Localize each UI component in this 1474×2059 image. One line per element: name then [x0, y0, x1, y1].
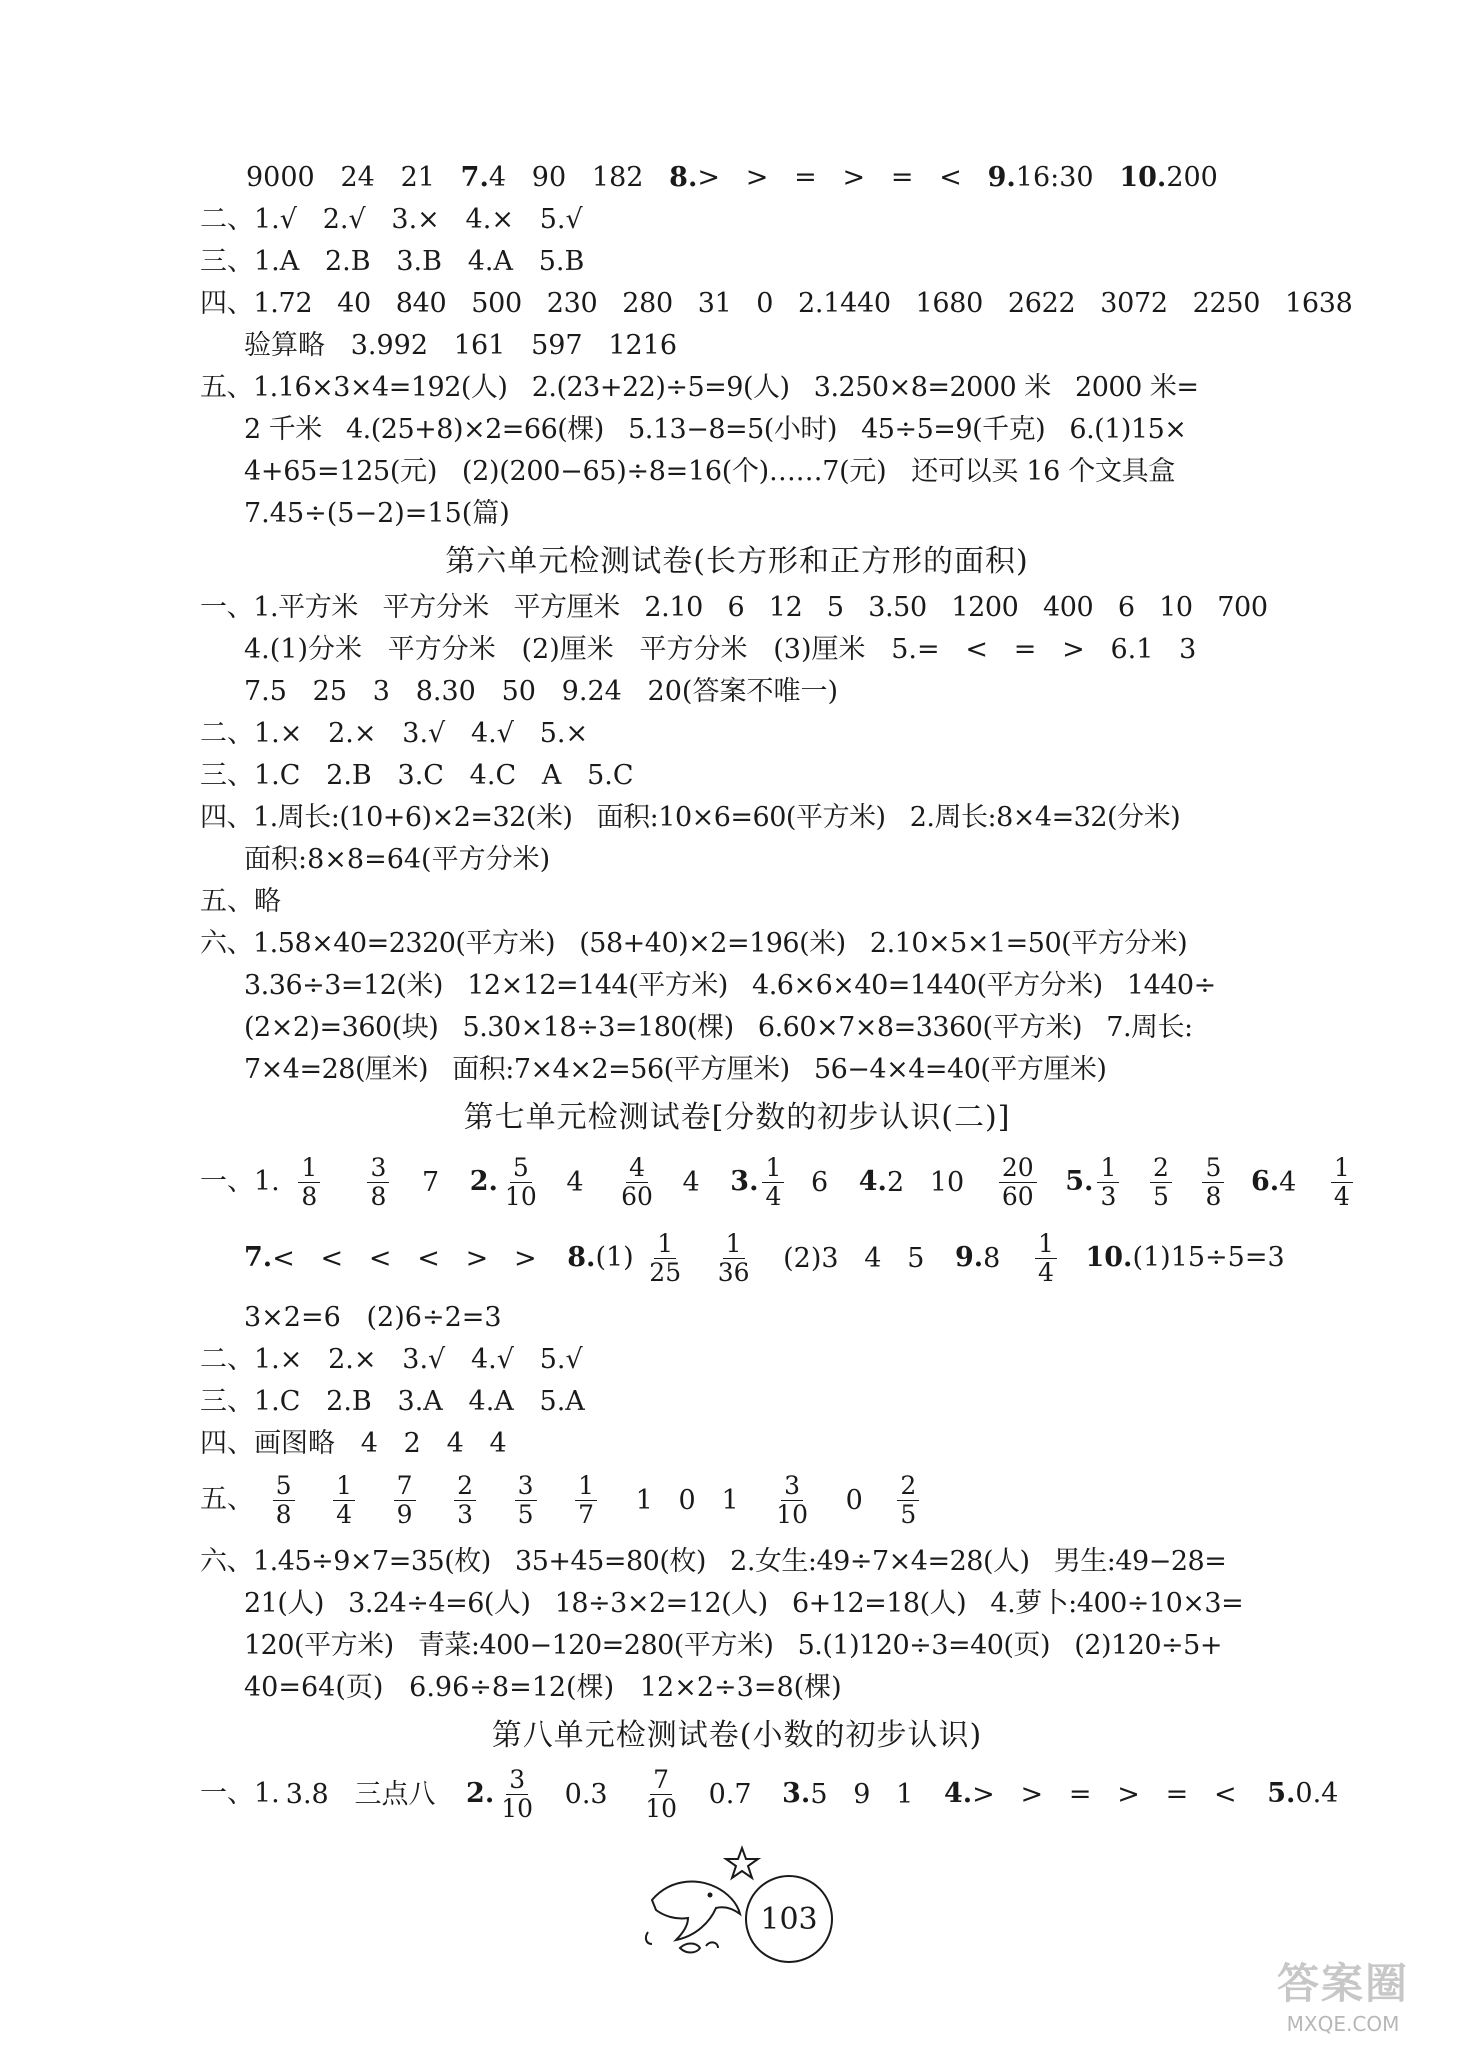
fraction: $\frac{7}{10}$ — [645, 1765, 677, 1823]
section-title: 第八单元检测试卷(小数的初步认识) — [491, 1718, 983, 1753]
fraction: $\frac{1}{7}$ — [575, 1472, 597, 1529]
question-number: 2. — [469, 1166, 498, 1197]
answer-line-fractions — [200, 1468, 1294, 1533]
fraction: $\frac{1}{4}$ — [1331, 1154, 1353, 1211]
answer-text: 五、 — [200, 1484, 254, 1515]
answer-line: 7×4=28(厘米) 面积:7×4×2=56(平方厘米) 56−4×4=40(平方厘米) — [244, 1054, 1107, 1085]
answer-text: 16:30 — [1015, 162, 1120, 193]
answer-text: 3.8 三点八 — [285, 1778, 436, 1810]
fraction: $\frac{5}{10}$ — [504, 1153, 537, 1211]
answer-text: > > = > = < — [697, 162, 988, 193]
answer-text: 200 — [1166, 162, 1218, 193]
question-number: 8. — [669, 162, 698, 193]
watermark-logo — [1228, 1957, 1458, 2047]
fraction: $\frac{3}{8}$ — [367, 1154, 389, 1211]
answer-text: 9000 24 21 — [246, 162, 461, 193]
question-number: 7. — [244, 1242, 273, 1273]
question-number: 10. — [1119, 162, 1167, 193]
answer-text: 2 10 — [886, 1166, 965, 1198]
answer-text: (2)3 4 5 — [783, 1242, 925, 1274]
answer-line-fractions — [244, 1226, 1294, 1291]
fraction: $\frac{2}{5}$ — [897, 1472, 919, 1529]
answer-text: 4 90 182 — [488, 162, 670, 193]
fraction: $\frac{1}{8}$ — [298, 1154, 320, 1211]
answer-text: 0.4 — [1295, 1778, 1339, 1809]
fraction: $\frac{1}{4}$ — [762, 1154, 784, 1211]
page-footer — [640, 1835, 860, 1970]
fraction: $\frac{3}{5}$ — [515, 1472, 537, 1529]
answer-text: 0 — [845, 1484, 863, 1516]
answer-text: (1) — [595, 1242, 634, 1273]
fraction: $\frac{3}{10}$ — [501, 1765, 534, 1823]
answer-line: 21(人) 3.24÷4=6(人) 18÷3×2=12(人) 6+12=18(人) 4.萝卜:400÷10×3= — [244, 1588, 1244, 1619]
answer-line: 一、1.平方米 平方分米 平方厘米 2.10 6 12 5 3.50 1200 400 6 10 700 — [200, 592, 1268, 623]
page-number: 103 — [745, 1875, 833, 1963]
answer-text: < < < < > > — [272, 1242, 537, 1274]
answer-line: 三、1.C 2.B 3.A 4.A 5.A — [200, 1386, 585, 1417]
question-number: 10. — [1085, 1242, 1133, 1273]
question-number: 7. — [460, 162, 489, 193]
question-number: 5. — [1065, 1166, 1094, 1197]
fraction: $\frac{1}{3}$ — [1097, 1154, 1119, 1211]
answer-line-fractions — [200, 1150, 1350, 1215]
watermark-url: MXQE.COM — [1286, 2012, 1400, 2036]
answer-text: 0.7 — [708, 1778, 752, 1810]
section-title: 第七单元检测试卷[分数的初步认识(二)] — [463, 1100, 1011, 1135]
question-number: 9. — [987, 162, 1016, 193]
answer-text: 8 — [983, 1242, 1001, 1274]
answer-line: 二、1.√ 2.√ 3.× 4.× 5.√ — [200, 204, 583, 235]
question-number: 6. — [1250, 1166, 1280, 1197]
fraction: $\frac{20}{60}$ — [999, 1154, 1037, 1211]
answer-line: 4.(1)分米 平方分米 (2)厘米 平方分米 (3)厘米 5.= < = > 6.1 3 — [244, 634, 1197, 665]
answer-line: 二、1.× 2.× 3.√ 4.√ 5.√ — [200, 1344, 583, 1375]
answer-line: 3×2=6 (2)6÷2=3 — [244, 1302, 502, 1333]
answer-line: 40=64(页) 6.96÷8=12(棵) 12×2÷3=8(棵) — [244, 1672, 842, 1703]
answer-text: 4 — [566, 1166, 584, 1198]
fraction: $\frac{5}{8}$ — [1202, 1154, 1224, 1211]
fraction: $\frac{1}{4}$ — [333, 1472, 355, 1529]
answer-line: 2 千米 4.(25+8)×2=66(棵) 5.13−8=5(小时) 45÷5=9(千克) 6.(1)15× — [244, 414, 1187, 445]
answer-line: 四、画图略 4 2 4 4 — [200, 1428, 507, 1459]
answer-text: 0.3 — [564, 1778, 608, 1810]
fraction: $\frac{7}{9}$ — [394, 1472, 416, 1529]
answer-text: 一、1. — [200, 1166, 280, 1197]
answer-text: > > = > = < — [972, 1778, 1237, 1810]
question-number: 2. — [466, 1778, 495, 1809]
fraction: $\frac{1}{36}$ — [717, 1229, 750, 1287]
fraction: $\frac{5}{8}$ — [273, 1472, 295, 1529]
answer-line: 4+65=125(元) (2)(200−65)÷8=16(个)……7(元) 还可以买 16 个文具盒 — [244, 456, 1176, 487]
question-number: 5. — [1267, 1778, 1296, 1809]
fraction: $\frac{1}{25}$ — [649, 1229, 682, 1287]
answer-line: 四、1.周长:(10+6)×2=32(米) 面积:10×6=60(平方米) 2.周长:8×4=32(分米) — [200, 802, 1181, 833]
answer-text: 一、1. — [200, 1778, 280, 1809]
question-number: 3. — [730, 1166, 759, 1197]
answer-line: 验算略 3.992 161 597 1216 — [244, 330, 678, 361]
answer-line: 三、1.A 2.B 3.B 4.A 5.B — [200, 246, 585, 277]
answer-line-fractions — [200, 1762, 1339, 1827]
answer-line: 四、1.72 40 840 500 230 280 31 0 2.1440 1680 2622 3072 2250 1638 — [200, 288, 1353, 319]
answer-text: 6 — [810, 1166, 829, 1198]
question-number: 4. — [858, 1166, 887, 1197]
answer-line: 六、1.45÷9×7=35(枚) 35+45=80(枚) 2.女生:49÷7×4=28(人) 男生:49−28= — [200, 1546, 1227, 1577]
answer-text: (1)15÷5=3 — [1132, 1242, 1285, 1273]
answer-line: 五、略 — [200, 886, 281, 917]
question-number: 4. — [943, 1778, 973, 1809]
fraction: $\frac{3}{10}$ — [776, 1471, 809, 1529]
answer-line — [246, 158, 1294, 198]
answer-line: 120(平方米) 青菜:400−120=280(平方米) 5.(1)120÷3=40(页) (2)120÷5+ — [244, 1630, 1222, 1661]
section-title: 第六单元检测试卷(长方形和正方形的面积) — [445, 544, 1029, 579]
answer-line: 三、1.C 2.B 3.C 4.C A 5.C — [200, 760, 634, 791]
answer-text: 5 9 1 — [810, 1778, 914, 1810]
answer-text: 4 — [1279, 1166, 1297, 1198]
watermark-text: 答案圈 — [1276, 1959, 1409, 2008]
question-number: 3. — [782, 1778, 811, 1809]
answer-text: 4 — [682, 1166, 700, 1198]
fraction: $\frac{1}{4}$ — [1035, 1230, 1057, 1287]
question-number: 9. — [954, 1242, 984, 1273]
answer-line: 面积:8×8=64(平方分米) — [244, 844, 551, 875]
answer-text: 7 — [421, 1166, 440, 1198]
fraction: $\frac{2}{3}$ — [454, 1472, 476, 1529]
answer-line: (2×2)=360(块) 5.30×18÷3=180(棵) 6.60×7×8=3360(平方米) 7.周长: — [244, 1012, 1193, 1043]
fraction: $\frac{4}{60}$ — [621, 1153, 653, 1211]
answer-line: 五、1.16×3×4=192(人) 2.(23+22)÷5=9(人) 3.250×8=2000 米 2000 米= — [200, 372, 1199, 403]
fraction: $\frac{2}{5}$ — [1150, 1154, 1172, 1211]
answer-line: 7.45÷(5−2)=15(篇) — [244, 498, 510, 529]
answer-line: 7.5 25 3 8.30 50 9.24 20(答案不唯一) — [244, 676, 838, 707]
answer-line: 二、1.× 2.× 3.√ 4.√ 5.× — [200, 718, 589, 749]
answer-text: 1 0 1 — [635, 1484, 739, 1516]
answer-line: 六、1.58×40=2320(平方米) (58+40)×2=196(米) 2.10×5×1=50(平方分米) — [200, 928, 1188, 959]
question-number: 8. — [567, 1242, 596, 1273]
answer-line: 3.36÷3=12(米) 12×12=144(平方米) 4.6×6×40=1440(平方分米) 1440÷ — [244, 970, 1216, 1001]
